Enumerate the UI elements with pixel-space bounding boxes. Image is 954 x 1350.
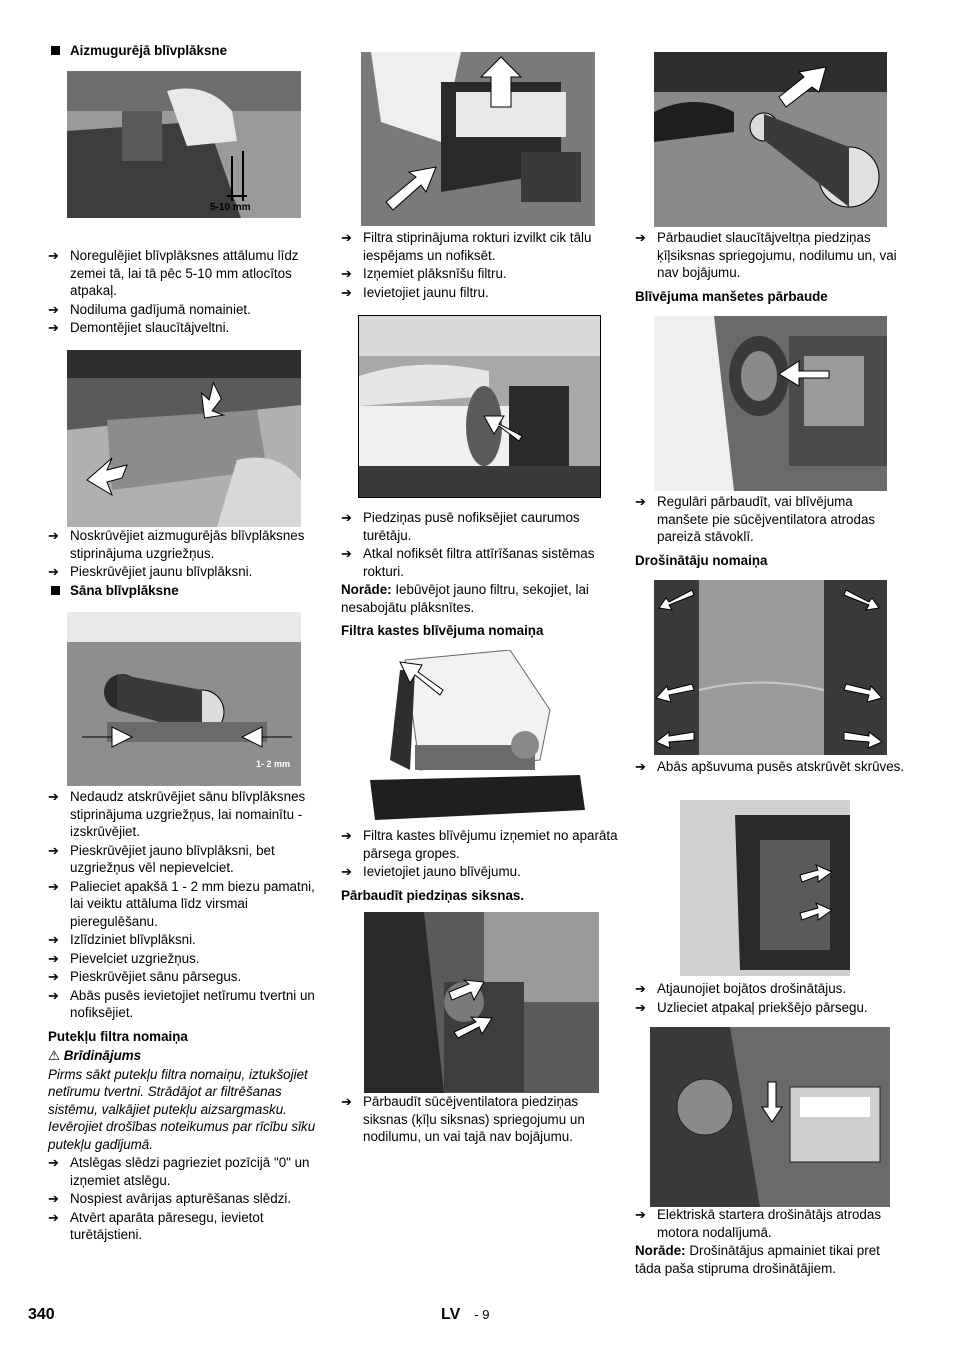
photo-fuse-cover — [654, 580, 887, 755]
list-item: ➔ Nedaudz atskrūvējiet sānu blīvplāksnes stiprinājuma uzgriežņus, lai nomainītu - izskrūvējiet. — [48, 789, 306, 839]
square-bullet-icon — [51, 586, 60, 595]
arrow-right-icon: ➔ — [48, 564, 59, 579]
warning-icon: ⚠ — [48, 1048, 61, 1063]
arrow-right-icon: ➔ — [635, 759, 646, 774]
photo-dimension-label: 1- 2 mm — [256, 759, 291, 769]
photo-rear-sealing-strip — [67, 71, 301, 218]
arrow-right-icon: ➔ — [48, 1209, 59, 1225]
arrow-right-icon: ➔ — [48, 528, 59, 543]
list-item: ➔ Abās pusēs ievietojiet netīrumu tvertni un nofiksējiet. — [48, 987, 315, 1020]
list-item: ➔ Nodiluma gadījumā nomainiet. — [48, 301, 251, 317]
square-bullet-icon — [51, 46, 60, 55]
photo-filter-insert — [358, 315, 601, 498]
steps-list — [341, 229, 621, 301]
steps-list — [341, 1093, 621, 1146]
arrow-right-icon: ➔ — [635, 999, 646, 1015]
steps-list — [635, 229, 905, 305]
steps-list — [635, 758, 905, 776]
arrow-right-icon: ➔ — [48, 1155, 59, 1170]
list-item: ➔ Palieciet apakšā 1 - 2 mm biezu pamatni, lai veiktu attāluma līdz virsmai pieregulēšanu. — [48, 878, 315, 929]
warning-title: ⚠ Brīdinājums — [48, 1048, 142, 1063]
arrow-right-icon: ➔ — [635, 981, 646, 996]
steps-list — [341, 827, 621, 904]
list-item: ➔ Piedziņas pusē nofiksējiet caurumos turētāju. — [341, 510, 580, 543]
note: Norāde: Drošinātājus apmainiet tikai pret tāda paša stipruma drošinātājiem. — [635, 1243, 880, 1276]
photo-side-sealing-strip — [67, 612, 301, 786]
arrow-right-icon: ➔ — [341, 284, 352, 300]
list-item: ➔ Nospiest avārijas apturēšanas slēdzi. — [48, 1191, 292, 1206]
arrow-right-icon: ➔ — [48, 950, 59, 966]
arrow-right-icon: ➔ — [341, 546, 352, 561]
footer-language: LV - 9 — [441, 1306, 490, 1323]
list-item: ➔ Regulāri pārbaudīt, vai blīvējuma manšete pie sūcējventilatora atrodas pareizā stāvoklī. — [635, 494, 876, 544]
arrow-right-icon: ➔ — [635, 230, 646, 245]
arrow-right-icon: ➔ — [48, 932, 59, 947]
arrow-right-icon: ➔ — [341, 1094, 352, 1109]
arrow-right-icon: ➔ — [48, 248, 59, 263]
list-item: ➔ Pieskrūvējiet sānu pārsegus. — [48, 969, 242, 984]
photo-filter-handle — [361, 52, 595, 226]
arrow-right-icon: ➔ — [635, 494, 646, 509]
list-item: ➔ Pārbaudiet slaucītājveltņa piedziņas ķīļsiksnas spriegojumu, nodilumu un, vai nav bojājumu. — [635, 230, 897, 280]
steps-list — [635, 980, 905, 1016]
list-item: ➔ Ievietojiet jaunu filtru. — [341, 284, 489, 300]
arrow-right-icon: ➔ — [635, 1207, 646, 1222]
steps-list — [341, 509, 621, 640]
steps-list — [635, 1206, 905, 1277]
section-heading: Drošinātāju nomaiņa — [635, 552, 768, 568]
warning-text: Pirms sākt putekļu filtra nomaiņu, iztukšojiet netīrumu tvertni. Strādājot ar filtrēšanas sistēmu, valkājiet putekļu aizsargmasku. Ievērojiet drošības noteikumus par rīcību sīku putekļu gadījumā. — [48, 1066, 316, 1152]
photo-dimension-label: 5-10 mm — [210, 202, 251, 213]
list-item: ➔ Noregulējiet blīvplāksnes attālumu līdz zemei tā, lai tā pēc 5-10 mm atlocītos atpakaļ. — [48, 248, 299, 298]
arrow-right-icon: ➔ — [48, 878, 59, 894]
list-item: ➔ Demontējiet slaucītājveltni. — [48, 320, 230, 335]
arrow-right-icon: ➔ — [48, 1191, 59, 1206]
list-item: ➔ Elektriskā startera drošinātājs atrodas motora nodalījumā. — [635, 1207, 882, 1240]
steps-list — [48, 527, 324, 599]
list-item: ➔ Filtra stiprinājuma rokturi izvilkt cik tālu iespējams un nofiksēt. — [341, 230, 592, 263]
section-heading: Filtra kastes blīvējuma nomaiņa — [341, 623, 544, 638]
photo-fuse-panel — [650, 800, 888, 976]
list-item: ➔ Atvērt aparāta pāresegu, ievietot turētājstieni. — [48, 1209, 264, 1242]
arrow-right-icon: ➔ — [48, 842, 59, 858]
list-item: ➔ Atkal nofiksēt filtra attīrīšanas sistēmas rokturi. — [341, 546, 595, 579]
list-item: ➔ Pievelciet uzgriežņus. — [48, 950, 200, 966]
list-item: ➔ Filtra kastes blīvējumu izņemiet no aparāta pārsega gropes. — [341, 828, 618, 861]
section-heading: Pārbaudīt piedziņas siksnas. — [341, 887, 525, 903]
arrow-right-icon: ➔ — [341, 230, 352, 245]
photo-roller-belt — [654, 52, 887, 227]
arrow-right-icon: ➔ — [341, 266, 352, 281]
list-item: ➔ Atslēgas slēdzi pagrieziet pozīcijā "0" un izņemiet atslēgu. — [48, 1155, 310, 1188]
list-item: ➔ Atjaunojiet bojātos drošinātājus. — [635, 981, 847, 996]
photo-starter-fuse — [650, 1027, 890, 1207]
note: Norāde: Iebūvējot jauno filtru, sekojiet, lai nesabojātu plāksnītes. — [341, 582, 589, 615]
arrow-right-icon: ➔ — [48, 301, 59, 317]
arrow-right-icon: ➔ — [48, 789, 59, 804]
list-item: ➔ Noskrūvējiet aizmugurējās blīvplāksnes stiprinājuma uzgriežņus. — [48, 528, 305, 561]
page-number: 340 — [28, 1306, 55, 1323]
list-item: ➔ Pārbaudīt sūcējventilatora piedziņas siksnas (ķīļu siksnas) spriegojumu un nodilumu, un vai tajā nav bojājumu. — [341, 1094, 585, 1144]
arrow-right-icon: ➔ — [48, 969, 59, 984]
photo-rear-strip-nuts — [67, 350, 301, 527]
section-heading: Aizmugurējā blīvplāksne — [48, 42, 324, 60]
steps-list — [635, 493, 905, 569]
list-item: ➔ Pieskrūvējiet jauno blīvplāksni, bet uzgriežņus vēl nepievelciet. — [48, 842, 275, 875]
arrow-right-icon: ➔ — [48, 987, 59, 1003]
section-heading: Sāna blīvplāksne — [48, 582, 324, 600]
section-heading: Putekļu filtra nomaiņa — [48, 1028, 188, 1044]
list-item: ➔ Ievietojiet jauno blīvējumu. — [341, 864, 521, 879]
section-heading: Blīvējuma manšetes pārbaude — [635, 288, 828, 304]
arrow-right-icon: ➔ — [341, 828, 352, 843]
list-item: ➔ Abās apšuvuma pusēs atskrūvēt skrūves. — [635, 759, 905, 774]
steps-list — [48, 247, 324, 337]
photo-seal-sleeve — [654, 316, 887, 491]
arrow-right-icon: ➔ — [341, 864, 352, 879]
photo-filter-box-seal — [360, 650, 592, 825]
list-item: ➔ Izņemiet plāksnīšu filtru. — [341, 266, 507, 281]
list-item: ➔ Uzlieciet atpakaļ priekšējo pārsegu. — [635, 999, 868, 1015]
arrow-right-icon: ➔ — [341, 510, 352, 525]
photo-drive-belts — [364, 912, 599, 1093]
list-item: ➔ Pieskrūvējiet jaunu blīvplāksni. — [48, 564, 253, 579]
list-item: ➔ Izlīdziniet blīvplāksni. — [48, 932, 196, 947]
steps-list — [48, 788, 324, 1244]
arrow-right-icon: ➔ — [48, 320, 59, 335]
